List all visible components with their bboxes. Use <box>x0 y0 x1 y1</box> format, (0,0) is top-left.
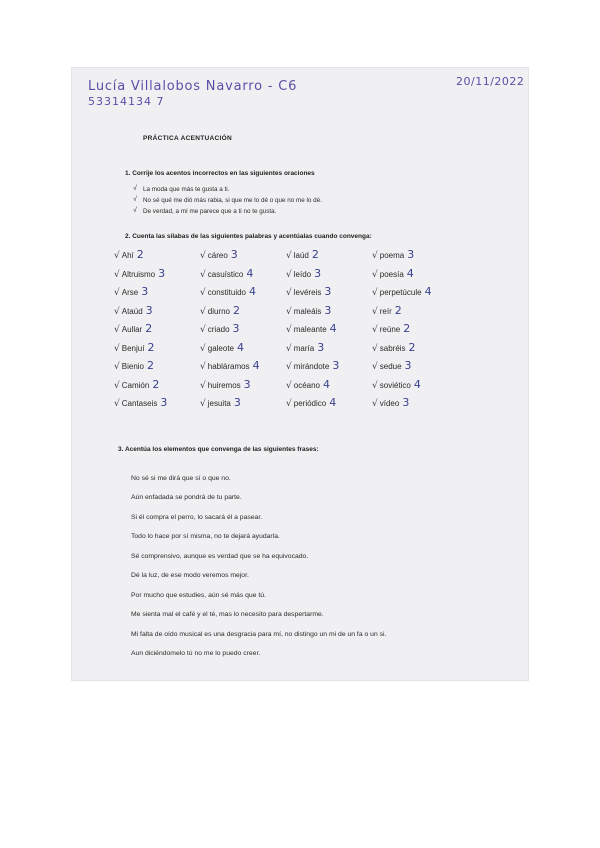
syllable-word: diurno <box>207 307 230 316</box>
check-mark-icon: √ <box>286 307 292 317</box>
section3-sentence: Mi falta de oído musical es una desgracia para mí, no distingo un mi de un fa o un si. <box>131 631 387 638</box>
syllable-item <box>286 304 331 317</box>
syllable-word: maleante <box>293 325 327 334</box>
syllable-word: vídeo <box>379 399 400 408</box>
check-mark-icon: √ <box>286 251 292 261</box>
syllable-item <box>114 248 144 261</box>
syllable-item <box>372 267 414 280</box>
syllable-item <box>372 359 412 372</box>
check-mark-icon: √ <box>372 362 378 372</box>
section3-sentence: Me sienta mal el café y el té, mas lo necesito para despertarme. <box>131 611 324 618</box>
syllable-count: 2 <box>136 248 144 261</box>
section1-sentence: La moda que más te gusta a ti. <box>143 186 230 193</box>
section1-heading: 1. Corrije los acentos incorrectos en las siguientes oraciones <box>125 170 315 177</box>
syllable-word: cáreo <box>207 251 228 260</box>
syllable-word: Arse <box>121 288 139 297</box>
check-mark-icon: √ <box>200 307 206 317</box>
section2-heading: 2. Cuenta las sílabas de las siguientes palabras y acentúalas cuando convenga: <box>125 233 372 240</box>
syllable-count: 3 <box>145 304 153 317</box>
syllable-item <box>286 322 337 335</box>
syllable-count: 3 <box>233 396 241 409</box>
section1-sentence: De verdad, a mí me parece que a ti no te gusta. <box>143 208 277 215</box>
syllable-count: 2 <box>408 341 416 354</box>
syllable-count: 3 <box>158 267 166 280</box>
syllable-count: 2 <box>145 322 153 335</box>
check-mark-icon: √ <box>372 325 378 335</box>
syllable-word: poesía <box>379 270 404 279</box>
syllable-word: reír <box>379 307 392 316</box>
section3-sentence: Aún enfadada se pondrá de tu parte. <box>131 494 242 501</box>
syllable-word: Bienio <box>121 362 144 371</box>
check-mark-icon: √ <box>372 344 378 354</box>
syllable-count: 3 <box>160 396 168 409</box>
syllable-word: soviético <box>379 381 411 390</box>
syllable-item <box>286 267 321 280</box>
check-mark-icon: √ <box>372 288 378 298</box>
syllable-count: 3 <box>402 396 410 409</box>
syllable-item <box>286 378 330 391</box>
check-mark-icon: √ <box>200 325 206 335</box>
syllable-item <box>286 248 319 261</box>
syllable-word: Ahí <box>121 251 134 260</box>
check-mark-icon: √ <box>114 288 120 298</box>
check-mark-icon: √ <box>114 399 120 409</box>
syllable-item <box>200 285 256 298</box>
check-mark-icon: √ <box>200 270 206 280</box>
syllable-item <box>114 341 154 354</box>
syllable-count: 4 <box>246 267 254 280</box>
check-mark-icon: √ <box>200 344 206 354</box>
check-mark-icon: √ <box>286 270 292 280</box>
check-mark-icon: √ <box>286 381 292 391</box>
check-mark-icon: √ <box>286 288 292 298</box>
syllable-item <box>114 304 153 317</box>
check-mark-icon: √ <box>133 207 137 214</box>
worksheet-title: PRÁCTICA ACENTUACIÓN <box>143 135 232 142</box>
syllable-count: 2 <box>233 304 240 317</box>
syllable-item <box>200 359 260 372</box>
syllable-count: 3 <box>404 359 412 372</box>
check-mark-icon: √ <box>372 399 378 409</box>
syllable-count: 3 <box>230 248 238 261</box>
syllable-item <box>114 378 159 391</box>
syllable-word: casuístico <box>207 270 244 279</box>
check-mark-icon: √ <box>372 307 378 317</box>
section3-sentence: No sé si me dirá que sí o que no. <box>131 475 231 482</box>
syllable-count: 4 <box>249 285 256 298</box>
check-mark-icon: √ <box>200 362 206 372</box>
syllable-item <box>200 304 240 317</box>
syllable-item <box>114 359 154 372</box>
syllable-count: 3 <box>314 267 322 280</box>
syllable-count: 4 <box>323 378 330 391</box>
check-mark-icon: √ <box>372 381 378 391</box>
syllable-count: 2 <box>394 304 402 317</box>
syllable-word: criado <box>207 325 230 334</box>
section3-sentence: Por mucho que estudies, aún sé más que tú. <box>131 592 266 599</box>
section1-sentence: No sé qué me dió más rabia, si que me lo dé o que no me lo dé. <box>143 197 322 204</box>
check-mark-icon: √ <box>200 251 206 261</box>
syllable-count: 2 <box>147 341 155 354</box>
syllable-item <box>114 267 165 280</box>
syllable-word: Benjuí <box>121 344 145 353</box>
syllable-item <box>200 396 241 409</box>
syllable-count: 3 <box>332 359 340 372</box>
syllable-word: laúd <box>293 251 309 260</box>
syllable-count: 3 <box>317 341 325 354</box>
section3-sentence: Si él compra el perro, lo sacará él a pasear. <box>131 514 263 521</box>
syllable-word: Cantaseis <box>121 399 158 408</box>
syllable-item <box>286 285 331 298</box>
check-mark-icon: √ <box>114 344 120 354</box>
syllable-word: Ataúd <box>121 307 143 316</box>
check-mark-icon: √ <box>200 399 206 409</box>
handwritten-date: 20/11/2022 <box>456 75 525 88</box>
syllable-count: 2 <box>147 359 154 372</box>
check-mark-icon: √ <box>286 362 292 372</box>
syllable-item <box>372 304 402 317</box>
syllable-item <box>372 341 416 354</box>
section3-heading: 3. Acentúa los elementos que convenga de las siguientes frases: <box>118 446 319 453</box>
syllable-word: maría <box>293 344 315 353</box>
syllable-count: 3 <box>141 285 149 298</box>
syllable-item <box>114 322 152 335</box>
syllable-word: huiremos <box>207 381 241 390</box>
check-mark-icon: √ <box>286 325 292 335</box>
check-mark-icon: √ <box>114 270 120 280</box>
check-mark-icon: √ <box>372 270 378 280</box>
syllable-word: Camión <box>121 381 150 390</box>
syllable-word: constituido <box>207 288 246 297</box>
syllable-count: 4 <box>329 322 337 335</box>
check-mark-icon: √ <box>114 381 120 391</box>
syllable-item <box>114 396 167 409</box>
syllable-item <box>200 267 253 280</box>
syllable-word: reúne <box>379 325 401 334</box>
check-mark-icon: √ <box>114 307 120 317</box>
syllable-count: 3 <box>407 248 415 261</box>
check-mark-icon: √ <box>114 325 120 335</box>
check-mark-icon: √ <box>200 288 206 298</box>
syllable-item <box>200 322 240 335</box>
syllable-item <box>286 359 339 372</box>
syllable-count: 4 <box>413 378 421 391</box>
syllable-item <box>372 248 414 261</box>
syllable-count: 4 <box>237 341 244 354</box>
syllable-count: 4 <box>329 396 337 409</box>
check-mark-icon: √ <box>114 362 120 372</box>
section3-sentence: Sé comprensivo, aunque es verdad que se ha equivocado. <box>131 553 309 560</box>
syllable-item <box>286 341 324 354</box>
syllable-count: 3 <box>324 304 332 317</box>
syllable-word: sedue <box>379 362 402 371</box>
check-mark-icon: √ <box>286 344 292 354</box>
syllable-word-grid <box>114 248 434 409</box>
syllable-count: 4 <box>424 285 432 298</box>
syllable-word: poema <box>379 251 405 260</box>
syllable-count: 3 <box>324 285 332 298</box>
syllable-count: 3 <box>243 378 251 391</box>
check-mark-icon: √ <box>133 185 137 192</box>
syllable-item <box>372 396 409 409</box>
syllable-count: 4 <box>406 267 414 280</box>
syllable-item <box>372 378 421 391</box>
check-mark-icon: √ <box>133 196 137 203</box>
syllable-count: 4 <box>252 359 260 372</box>
syllable-item <box>372 285 432 298</box>
syllable-word: sabréis <box>379 344 406 353</box>
syllable-word: océano <box>293 381 320 390</box>
syllable-word: levéreis <box>293 288 322 297</box>
syllable-count: 2 <box>152 378 160 391</box>
syllable-item <box>114 285 148 298</box>
syllable-word: galeote <box>207 344 234 353</box>
syllable-count: 2 <box>403 322 411 335</box>
syllable-word: habláramos <box>207 362 250 371</box>
syllable-word: Aullar <box>121 325 143 334</box>
syllable-word: mirándote <box>293 362 330 371</box>
student-id: 53314134 7 <box>88 95 165 108</box>
check-mark-icon: √ <box>372 251 378 261</box>
syllable-item <box>200 341 244 354</box>
syllable-count: 2 <box>311 248 319 261</box>
check-mark-icon: √ <box>286 399 292 409</box>
student-name: Lucía Villalobos Navarro - C6 <box>88 79 298 94</box>
syllable-count: 3 <box>232 322 240 335</box>
syllable-item <box>200 248 238 261</box>
section3-sentence: Todo lo hace por sí misma, no te dejará ayudarla. <box>131 533 280 540</box>
syllable-item <box>372 322 410 335</box>
syllable-item <box>200 378 251 391</box>
syllable-word: periódico <box>293 399 327 408</box>
syllable-word: maleáis <box>293 307 322 316</box>
syllable-word: Altruismo <box>121 270 156 279</box>
syllable-word: jesuita <box>207 399 231 408</box>
syllable-word: perpetúcule <box>379 288 422 297</box>
check-mark-icon: √ <box>200 381 206 391</box>
syllable-item <box>286 396 336 409</box>
section3-sentence: Aun diciéndomelo tú no me lo puedo creer. <box>131 650 261 657</box>
section3-sentence: Dé la luz, de ese modo veremos mejor. <box>131 572 249 579</box>
syllable-word: leído <box>293 270 312 279</box>
check-mark-icon: √ <box>114 251 120 261</box>
